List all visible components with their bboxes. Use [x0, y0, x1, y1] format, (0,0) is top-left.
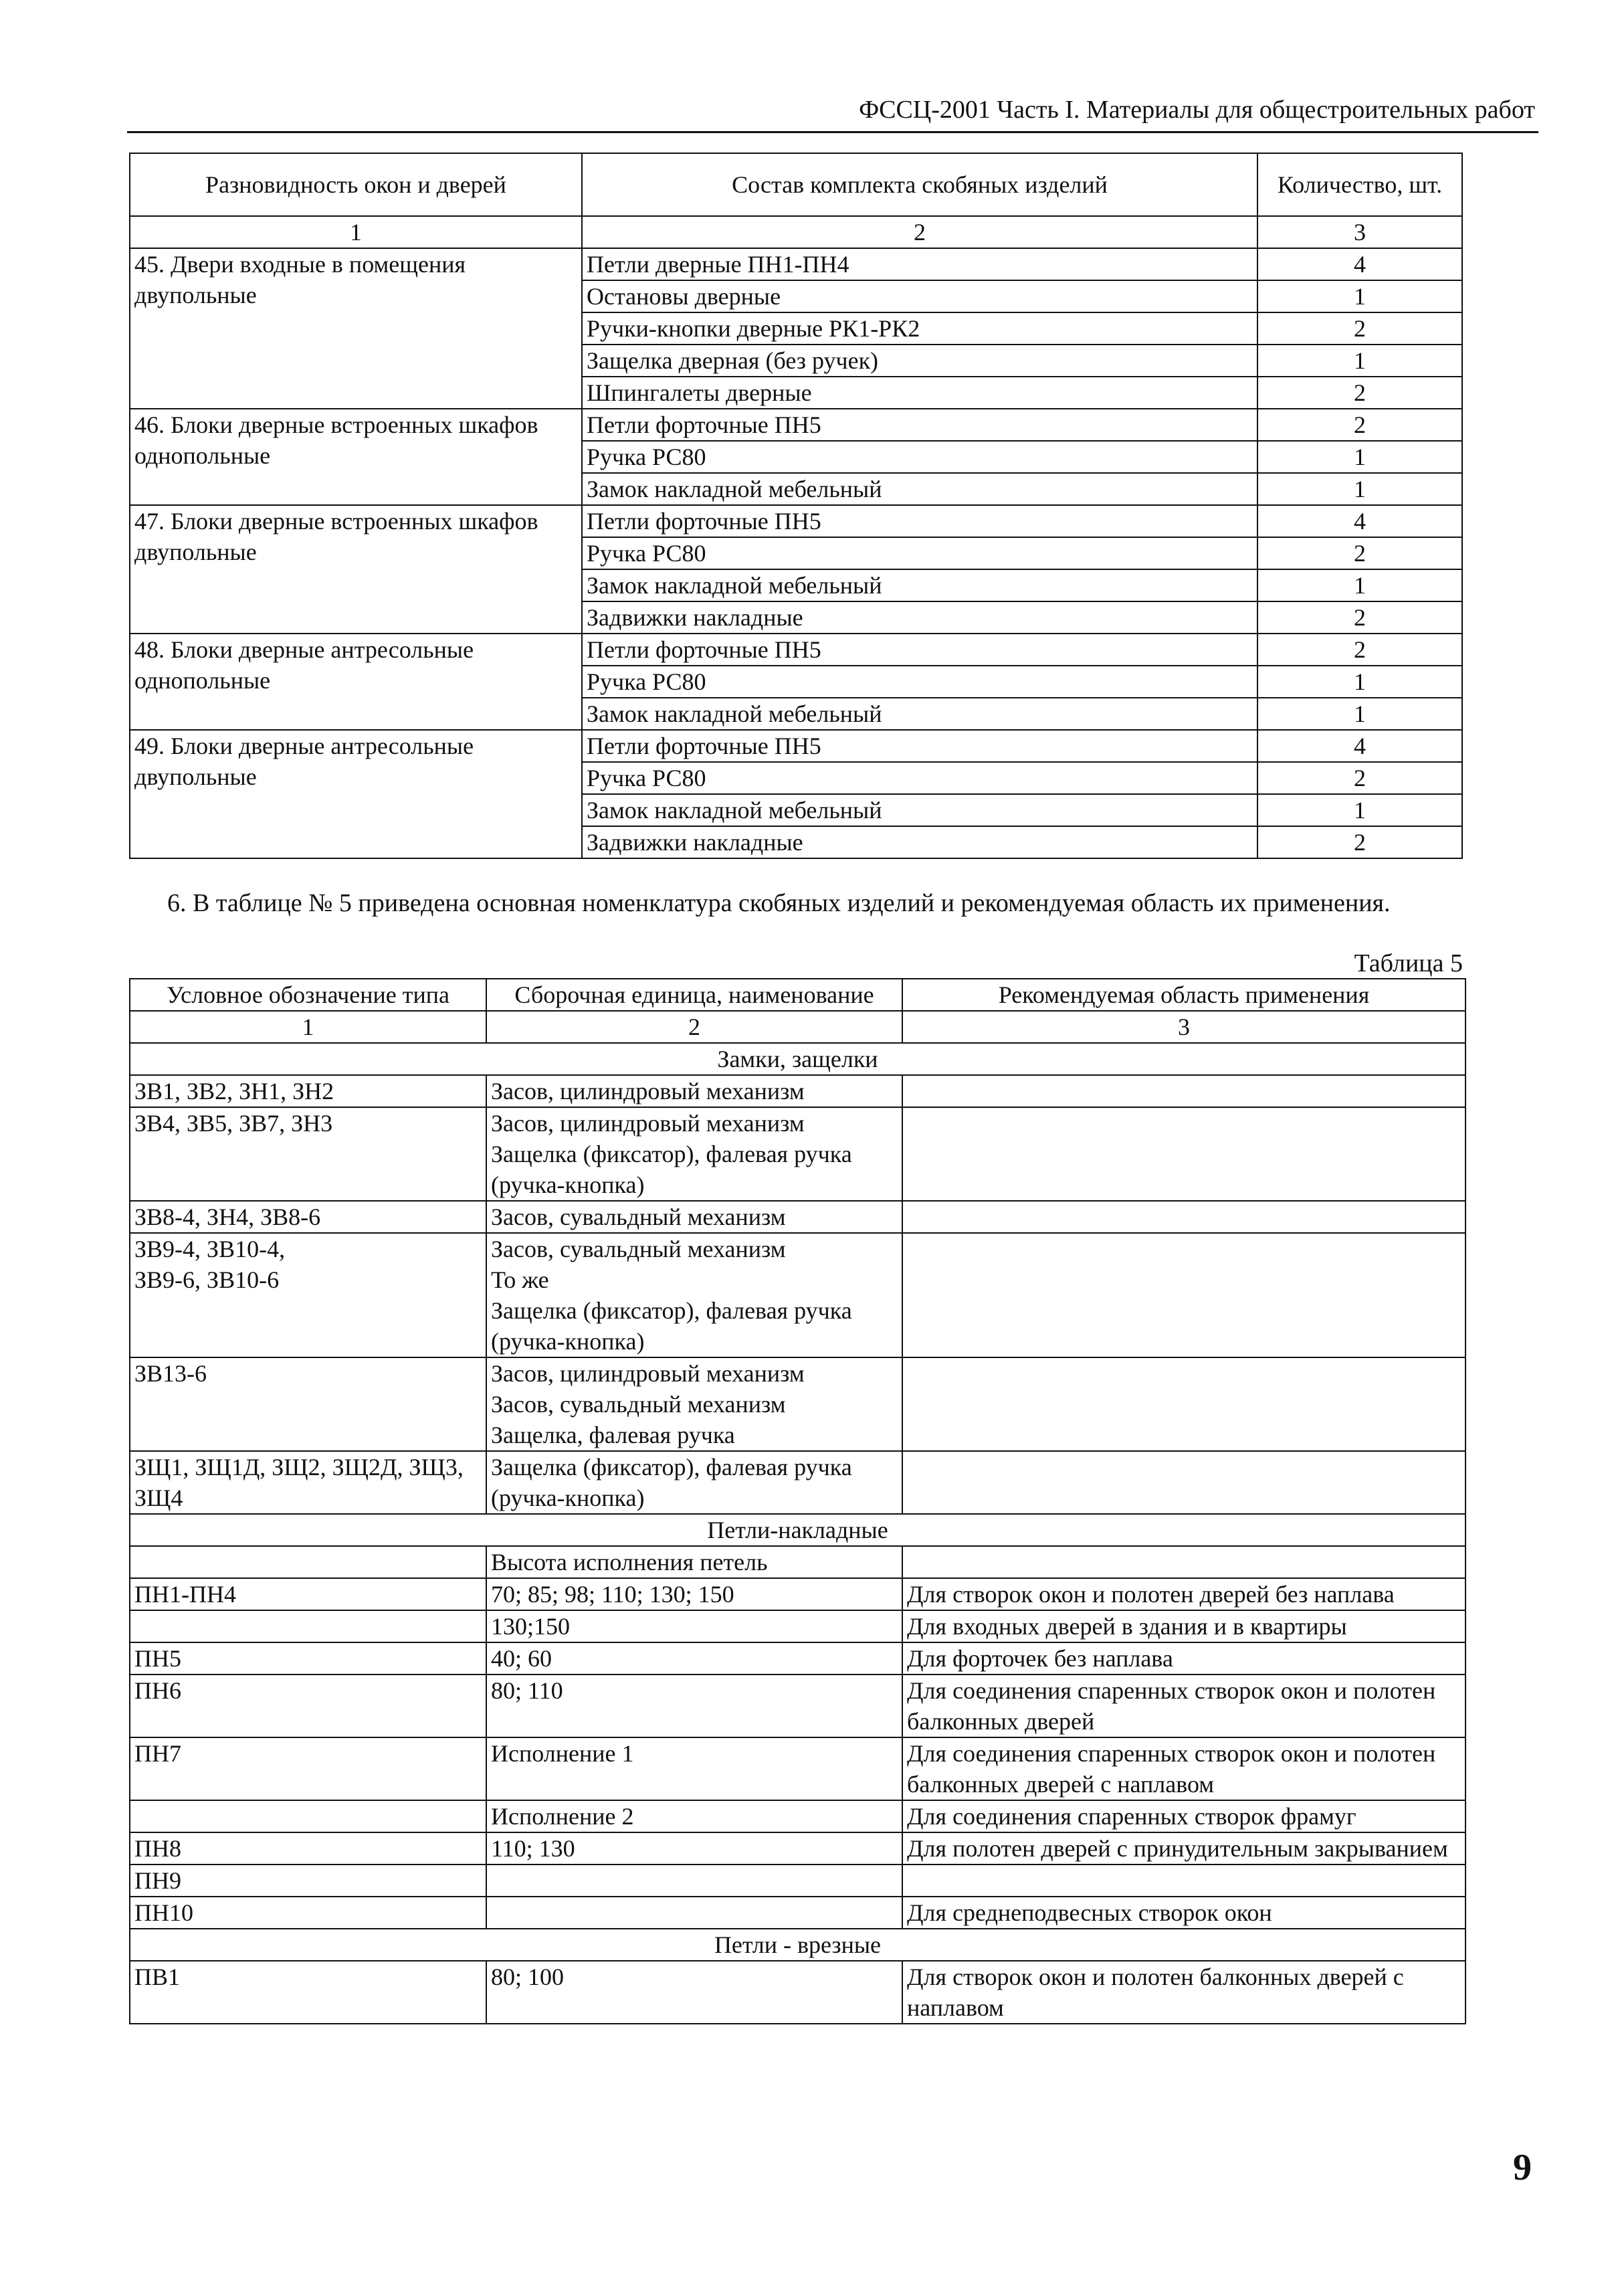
table-row: [130, 505, 1462, 537]
header-rule: [127, 131, 1538, 133]
group-name: [130, 634, 582, 694]
type-cell: ЗВ1, ЗВ2, ЗН1, ЗН2: [130, 1075, 486, 1107]
unit-cell: Засов, сувальдный механизм То же Защелка (фиксатор), фалевая ручка (ручка-кнопка): [486, 1233, 902, 1357]
table-row: [130, 1800, 1465, 1832]
column-number: 1: [130, 1011, 486, 1043]
type-cell: ПВ1: [130, 1961, 486, 2024]
item-quantity: 4: [1257, 248, 1462, 280]
section-row: [130, 1043, 1465, 1075]
item-quantity: 2: [1257, 312, 1462, 345]
unit-cell: [486, 1864, 902, 1897]
use-cell: [902, 1107, 1465, 1201]
item-name: Ручка РС80: [582, 441, 1257, 473]
table-row: [130, 698, 1462, 730]
item-quantity: 1: [1257, 569, 1462, 601]
item-name: Петли форточные ПН5: [582, 409, 1257, 441]
table-row: [130, 409, 1462, 441]
group-cell-empty: [130, 826, 582, 858]
item-name: Замок накладной мебельный: [582, 698, 1257, 730]
column-number-row: [130, 216, 1462, 248]
type-cell: ПН5: [130, 1642, 486, 1675]
item-name: Петли дверные ПН1-ПН4: [582, 248, 1257, 280]
table-row: [130, 1610, 1465, 1642]
column-number: 1: [130, 216, 582, 248]
item-name: Шпингалеты дверные: [582, 377, 1257, 409]
item-name: Ручка РС80: [582, 666, 1257, 698]
table-row: [130, 1578, 1465, 1610]
unit-cell: Засов, цилиндровый механизм Защелка (фиксатор), фалевая ручка (ручка-кнопка): [486, 1107, 902, 1201]
item-name: Задвижки накладные: [582, 826, 1257, 858]
table-row: [130, 1451, 1465, 1514]
column-number: 3: [902, 1011, 1465, 1043]
type-cell: ПН7: [130, 1737, 486, 1800]
table-row: [130, 312, 1462, 345]
use-cell: [902, 1201, 1465, 1233]
group-name: [130, 248, 582, 308]
table-header-row: [130, 979, 1465, 1011]
item-quantity: 1: [1257, 280, 1462, 312]
table-row: [130, 1737, 1465, 1800]
table-row: [130, 1961, 1465, 2024]
type-cell: ПН1-ПН4: [130, 1578, 486, 1610]
section-row: [130, 1929, 1465, 1961]
table-row: [130, 1832, 1465, 1864]
unit-cell: 80; 100: [486, 1961, 902, 2024]
item-name: Ручка РС80: [582, 762, 1257, 794]
item-quantity: 4: [1257, 730, 1462, 762]
group-name-text: 45. Двери входные в помещения двупольные: [134, 251, 466, 308]
use-cell: [902, 1075, 1465, 1107]
item-quantity: 4: [1257, 505, 1462, 537]
type-cell: [130, 1610, 486, 1642]
column-header: Сборочная единица, наименование: [486, 979, 902, 1011]
use-cell: [902, 1451, 1465, 1514]
type-cell: ЗВ8-4, ЗН4, ЗВ8-6: [130, 1201, 486, 1233]
table-row: [130, 345, 1462, 377]
section-title: Петли-накладные: [130, 1514, 1465, 1546]
use-cell: [902, 1233, 1465, 1357]
item-quantity: 1: [1257, 473, 1462, 505]
group-cell-empty: [130, 794, 582, 826]
use-cell: Для входных дверей в здания и в квартиры: [902, 1610, 1465, 1642]
type-cell: ЗВ9-4, ЗВ10-4, ЗВ9-6, ЗВ10-6: [130, 1233, 486, 1357]
group-name: [130, 505, 582, 565]
group-name: [130, 409, 582, 469]
group-cell-empty: [130, 473, 582, 505]
table-row: [130, 601, 1462, 634]
use-cell: Для среднеподвесных створок окон: [902, 1897, 1465, 1929]
group-name-text: 48. Блоки дверные антресольные однопольные: [134, 636, 474, 694]
item-quantity: 2: [1257, 601, 1462, 634]
table-row: [130, 1233, 1465, 1357]
type-cell: [130, 1800, 486, 1832]
unit-cell: 130;150: [486, 1610, 902, 1642]
group-name-text: 49. Блоки дверные антресольные двупольные: [134, 733, 474, 790]
unit-cell: Защелка (фиксатор), фалевая ручка (ручка-кнопка): [486, 1451, 902, 1514]
unit-cell: Засов, сувальдный механизм: [486, 1201, 902, 1233]
use-cell: Для соединения спаренных створок окон и полотен балконных дверей с наплавом: [902, 1737, 1465, 1800]
type-cell: ЗЩ1, ЗЩ1Д, ЗЩ2, ЗЩ2Д, ЗЩ3, ЗЩ4: [130, 1451, 486, 1514]
group-cell-empty: [130, 345, 582, 377]
item-quantity: 2: [1257, 409, 1462, 441]
table-row: [130, 1864, 1465, 1897]
table-row: [130, 1075, 1465, 1107]
table-row: [130, 377, 1462, 409]
use-cell: [902, 1546, 1465, 1578]
table-row: [130, 794, 1462, 826]
item-quantity: 1: [1257, 666, 1462, 698]
group-cell-empty: [130, 601, 582, 634]
table-5: [129, 978, 1466, 2024]
item-name: Ручки-кнопки дверные РК1-РК2: [582, 312, 1257, 345]
table-row: [130, 1897, 1465, 1929]
table-row: [130, 1357, 1465, 1451]
paragraph-6: 6. В таблице № 5 приведена основная номенклатура скобяных изделий и рекомендуемая область их применения.: [167, 889, 1391, 917]
item-quantity: 1: [1257, 345, 1462, 377]
item-name: Замок накладной мебельный: [582, 569, 1257, 601]
section-title: Петли - врезные: [130, 1929, 1465, 1961]
group-cell-empty: [130, 698, 582, 730]
unit-cell: Исполнение 1: [486, 1737, 902, 1800]
running-header: ФССЦ-2001 Часть I. Материалы для общестроительных работ: [859, 96, 1535, 124]
column-number-row: [130, 1011, 1465, 1043]
item-name: Задвижки накладные: [582, 601, 1257, 634]
use-cell: Для полотен дверей с принудительным закрыванием: [902, 1832, 1465, 1864]
use-cell: Для соединения спаренных створок окон и полотен балконных дверей: [902, 1675, 1465, 1737]
item-quantity: 1: [1257, 441, 1462, 473]
table-5-label: Таблица 5: [1354, 949, 1463, 977]
table-row: [130, 1201, 1465, 1233]
item-name: Петли форточные ПН5: [582, 634, 1257, 666]
table-row: [130, 634, 1462, 666]
type-cell: ПН6: [130, 1675, 486, 1737]
section-title: Замки, защелки: [130, 1043, 1465, 1075]
use-cell: [902, 1357, 1465, 1451]
group-name-text: 46. Блоки дверные встроенных шкафов однопольные: [134, 411, 538, 469]
use-cell: Для форточек без наплава: [902, 1642, 1465, 1675]
item-name: Замок накладной мебельный: [582, 473, 1257, 505]
hardware-set-table: [129, 153, 1463, 859]
item-name: Петли форточные ПН5: [582, 505, 1257, 537]
unit-cell: Высота исполнения петель: [486, 1546, 902, 1578]
table-row: [130, 569, 1462, 601]
group-cell-empty: [130, 569, 582, 601]
page-number: 9: [1513, 2147, 1532, 2188]
type-cell: ЗВ4, ЗВ5, ЗВ7, ЗН3: [130, 1107, 486, 1201]
group-cell-empty: [130, 377, 582, 409]
column-header: Разновидность окон и дверей: [130, 153, 582, 216]
item-quantity: 2: [1257, 762, 1462, 794]
column-number: 2: [582, 216, 1257, 248]
table-header-row: [130, 153, 1462, 216]
item-name: Защелка дверная (без ручек): [582, 345, 1257, 377]
item-quantity: 2: [1257, 377, 1462, 409]
table-row: [130, 1675, 1465, 1737]
group-name-text: 47. Блоки дверные встроенных шкафов двупольные: [134, 508, 538, 565]
type-cell: [130, 1546, 486, 1578]
unit-cell: [486, 1897, 902, 1929]
unit-cell: Засов, цилиндровый механизм: [486, 1075, 902, 1107]
type-cell: ЗВ13-6: [130, 1357, 486, 1451]
item-name: Замок накладной мебельный: [582, 794, 1257, 826]
use-cell: Для створок окон и полотен дверей без наплава: [902, 1578, 1465, 1610]
section-row: [130, 1514, 1465, 1546]
column-header: Рекомендуемая область применения: [902, 979, 1465, 1011]
column-header: Условное обозначение типа: [130, 979, 486, 1011]
group-cell-empty: [130, 312, 582, 345]
column-header: Количество, шт.: [1257, 153, 1462, 216]
group-name: [130, 730, 582, 790]
unit-cell: 80; 110: [486, 1675, 902, 1737]
item-quantity: 2: [1257, 537, 1462, 569]
use-cell: [902, 1864, 1465, 1897]
item-name: Остановы дверные: [582, 280, 1257, 312]
item-quantity: 1: [1257, 794, 1462, 826]
unit-cell: 40; 60: [486, 1642, 902, 1675]
item-quantity: 2: [1257, 826, 1462, 858]
table-row: [130, 1107, 1465, 1201]
column-number: 2: [486, 1011, 902, 1043]
item-quantity: 1: [1257, 698, 1462, 730]
item-name: Петли форточные ПН5: [582, 730, 1257, 762]
item-quantity: 2: [1257, 634, 1462, 666]
unit-cell: 110; 130: [486, 1832, 902, 1864]
type-cell: ПН9: [130, 1864, 486, 1897]
unit-cell: 70; 85; 98; 110; 130; 150: [486, 1578, 902, 1610]
item-name: Ручка РС80: [582, 537, 1257, 569]
use-cell: Для створок окон и полотен балконных дверей с наплавом: [902, 1961, 1465, 2024]
table-row: [130, 248, 1462, 280]
table-row: [130, 826, 1462, 858]
table-row: [130, 473, 1462, 505]
column-number: 3: [1257, 216, 1462, 248]
use-cell: Для соединения спаренных створок фрамуг: [902, 1800, 1465, 1832]
unit-cell: Исполнение 2: [486, 1800, 902, 1832]
table-row: [130, 730, 1462, 762]
table-row: [130, 1642, 1465, 1675]
column-header: Состав комплекта скобяных изделий: [582, 153, 1257, 216]
table-row: [130, 1546, 1465, 1578]
type-cell: ПН10: [130, 1897, 486, 1929]
type-cell: ПН8: [130, 1832, 486, 1864]
unit-cell: Засов, цилиндровый механизм Засов, сувальдный механизм Защелка, фалевая ручка: [486, 1357, 902, 1451]
